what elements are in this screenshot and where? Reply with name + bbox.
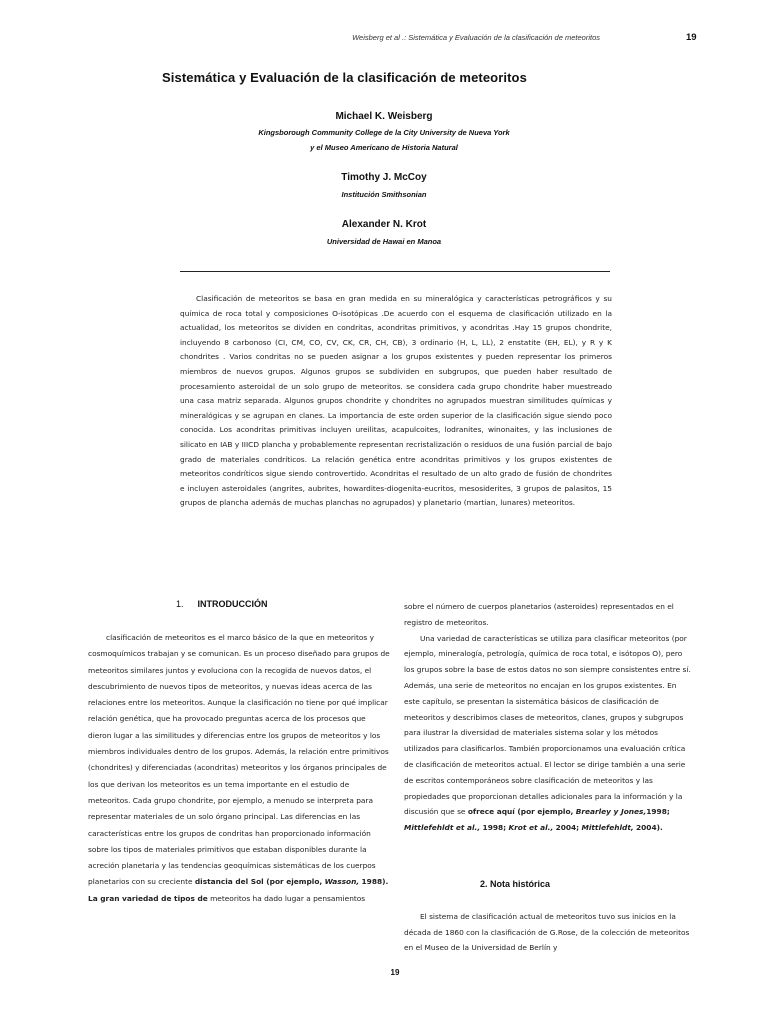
author-affiliation: Universidad de Hawai en Manoa bbox=[326, 237, 442, 246]
citation-author: Krot et al., bbox=[508, 823, 554, 833]
citation-author: Wasson, bbox=[324, 877, 360, 887]
citation-year: 1998; bbox=[482, 823, 507, 833]
historical-note-paragraph: El sistema de clasificación actual de meteoritos tuvo sus inicios en la década de 1860 con la clasificación de G.Rose, de la colección de meteoritos en el Museo de la Universidad de Berlín y bbox=[404, 912, 690, 953]
page-number-top: 19 bbox=[686, 32, 697, 43]
section-number: 1. bbox=[176, 599, 184, 609]
paragraph: sobre el número de cuerpos planetarios (asteroides) representados en el registro de meteoritos. bbox=[404, 602, 674, 627]
citation-author: Mittlefehldt et al., bbox=[404, 823, 481, 833]
intro-paragraph bbox=[88, 630, 390, 907]
right-column bbox=[404, 599, 694, 836]
section-heading bbox=[176, 599, 268, 609]
author-name: Michael K. Weisberg bbox=[335, 111, 433, 122]
author-affiliation: Institución Smithsonian bbox=[341, 190, 427, 199]
author-affiliation: Kingsborough Community College de la City University de Nueva York bbox=[258, 128, 510, 137]
citation-author: Brearley y Jones, bbox=[575, 807, 647, 817]
intro-text-end: meteoritos ha dado lugar a pensamientos bbox=[210, 893, 366, 903]
author-affiliation: y el Museo Americano de Historia Natural bbox=[310, 143, 458, 152]
section-heading: 2. Nota histórica bbox=[480, 879, 551, 889]
abstract: Clasificación de meteoritos se basa en gran medida en su mineralógica y características petrográficos y su química de roca total y composiciones O-isotópicas .De acuerdo con el esquema de clasificación utilizado en la actualidad, los meteoritos se dividen en condritas, acondritas primitivos, y acondritas .Hay 15 grupos chondrite, incluyendo 8 carbonoso (CI, CM, CO, CV, CK, CR, CH, CB), 3 ordinario (H, L, LL), 2 enstatite (EH, EL), y R y K chondrites . Varios condritas no se pueden asignar a los grupos existentes y pueden representar los primeros miembros de nuevos grupos. Algunos grupos se subdividen en subgrupos, que pueden haber resultado de procesamiento asteroidal de un solo grupo de meteoritos. se considera cada grupo chondrite haber muestreado una casa matriz separada. Algunos grupos chondrite y chondrites no agrupados muestran similitudes químicas y mineralógicas y se agrupan en clanes. La importancia de este orden superior de la clasificación sigue siendo poco conocida. Los acondritas primitivas incluyen ureilitas, acapulcoites, lodranites, winonaites, y las inclusiones de silicato en IAB y IIICD plancha y probablemente representan recristalización o residuos de una fusión parcial de bajo grado de materiales condríticos. La relación genética entre acondritas primitivos y los grupos existentes de meteoritos condríticos sigue siendo controvertido. Acondritas el resultado de un alto grado de fusión de chondrites e incluyen asteroidales (angrites, aubrites, howardites-diogenita-eucritos, mesosiderites, 3 grupos de palasitos, 15 grupos de plancha además de muchas planchas no agrupados) y planetario (martian, lunares) meteoritos. bbox=[180, 294, 612, 508]
section-title: INTRODUCCIÓN bbox=[197, 599, 268, 609]
intro-bold-text: 1988). La gran variedad de tipos de bbox=[88, 877, 389, 903]
citation-text: ofrece aquí (por ejemplo, bbox=[467, 807, 574, 817]
intro-text: clasificación de meteoritos es el marco básico de la que en meteoritos y cosmoquímicos trabajan y se comunican. Es un proceso diseñado para grupos de meteoritos similares juntos y evoluciona con la recogida de nuevos datos, el descubrimiento de nuevos tipos de meteoritos, y nuevas ideas acerca de las relaciones entre los meteoritos. Aunque la clasificación no tiene por qué implicar relación genética, que ha provocado preguntas acerca de los procesos que dieron lugar a las similitudes y diferencias entre los grupos de meteoritos y los miembros individuales dentro de los grupos. Además, la relación entre primitivos (chondrites) y diferenciadas (acondritas) meteoritos y los órganos principales de los que derivan los meteoritos es un tema importante en el estudio de meteoritos. Cada grupo chondrite, por ejemplo, a menudo se interpreta para representar materiales de un solo órgano principal. Las diferencias en las características entre los grupos de condritas han proporcionado información sobre los tipos de materiales primitivos que estaban disponibles durante la acreción planetaria y las tendencias geoquímicas sistemáticas de los cuerpos planetarios con su creciente bbox=[88, 633, 390, 887]
paragraph-text: Una variedad de características se utiliza para clasificar meteoritos (por ejemplo, mineralogía, petrología, química de roca total, e isótopos O), pero los grupos sobre la base de estos datos no son siempre consistentes entre sí. Además, una serie de meteoritos no encajan en los grupos existentes. En este capítulo, se presentan la sistemática básicos de clasificación de meteoritos y describimos clases de meteoritos, clanes, grupos y subgrupos para ilustrar la diversidad de materiales sistema solar y los métodos utilizados para clasificarlos. También proporcionamos una evaluación crítica de clasificación de meteoritos actual. El lector se dirige también a una serie de escritos contemporáneos sobre clasificación de meteoritos y las propiedades que proporcionan detalles adicionales para la información y la discusión que se bbox=[404, 633, 691, 817]
citation-year: 2004). bbox=[636, 823, 663, 833]
author-name: Timothy J. McCoy bbox=[341, 172, 427, 183]
paper-title: Sistemática y Evaluación de la clasificación de meteoritos bbox=[162, 70, 527, 85]
title-divider bbox=[180, 271, 610, 272]
page-number-bottom: 19 bbox=[390, 968, 400, 977]
citation-year: 2004; bbox=[555, 823, 580, 833]
citation-author: Mittlefehldt, bbox=[581, 823, 634, 833]
running-header: Weisberg et al .: Sistemática y Evaluación de la clasificación de meteoritos bbox=[352, 33, 600, 42]
left-column bbox=[88, 630, 390, 907]
intro-bold-text: distancia del Sol (por ejemplo, bbox=[194, 877, 323, 887]
paragraph bbox=[404, 631, 694, 836]
citation-year: 1998; bbox=[646, 807, 670, 817]
author-name: Alexander N. Krot bbox=[341, 219, 427, 230]
